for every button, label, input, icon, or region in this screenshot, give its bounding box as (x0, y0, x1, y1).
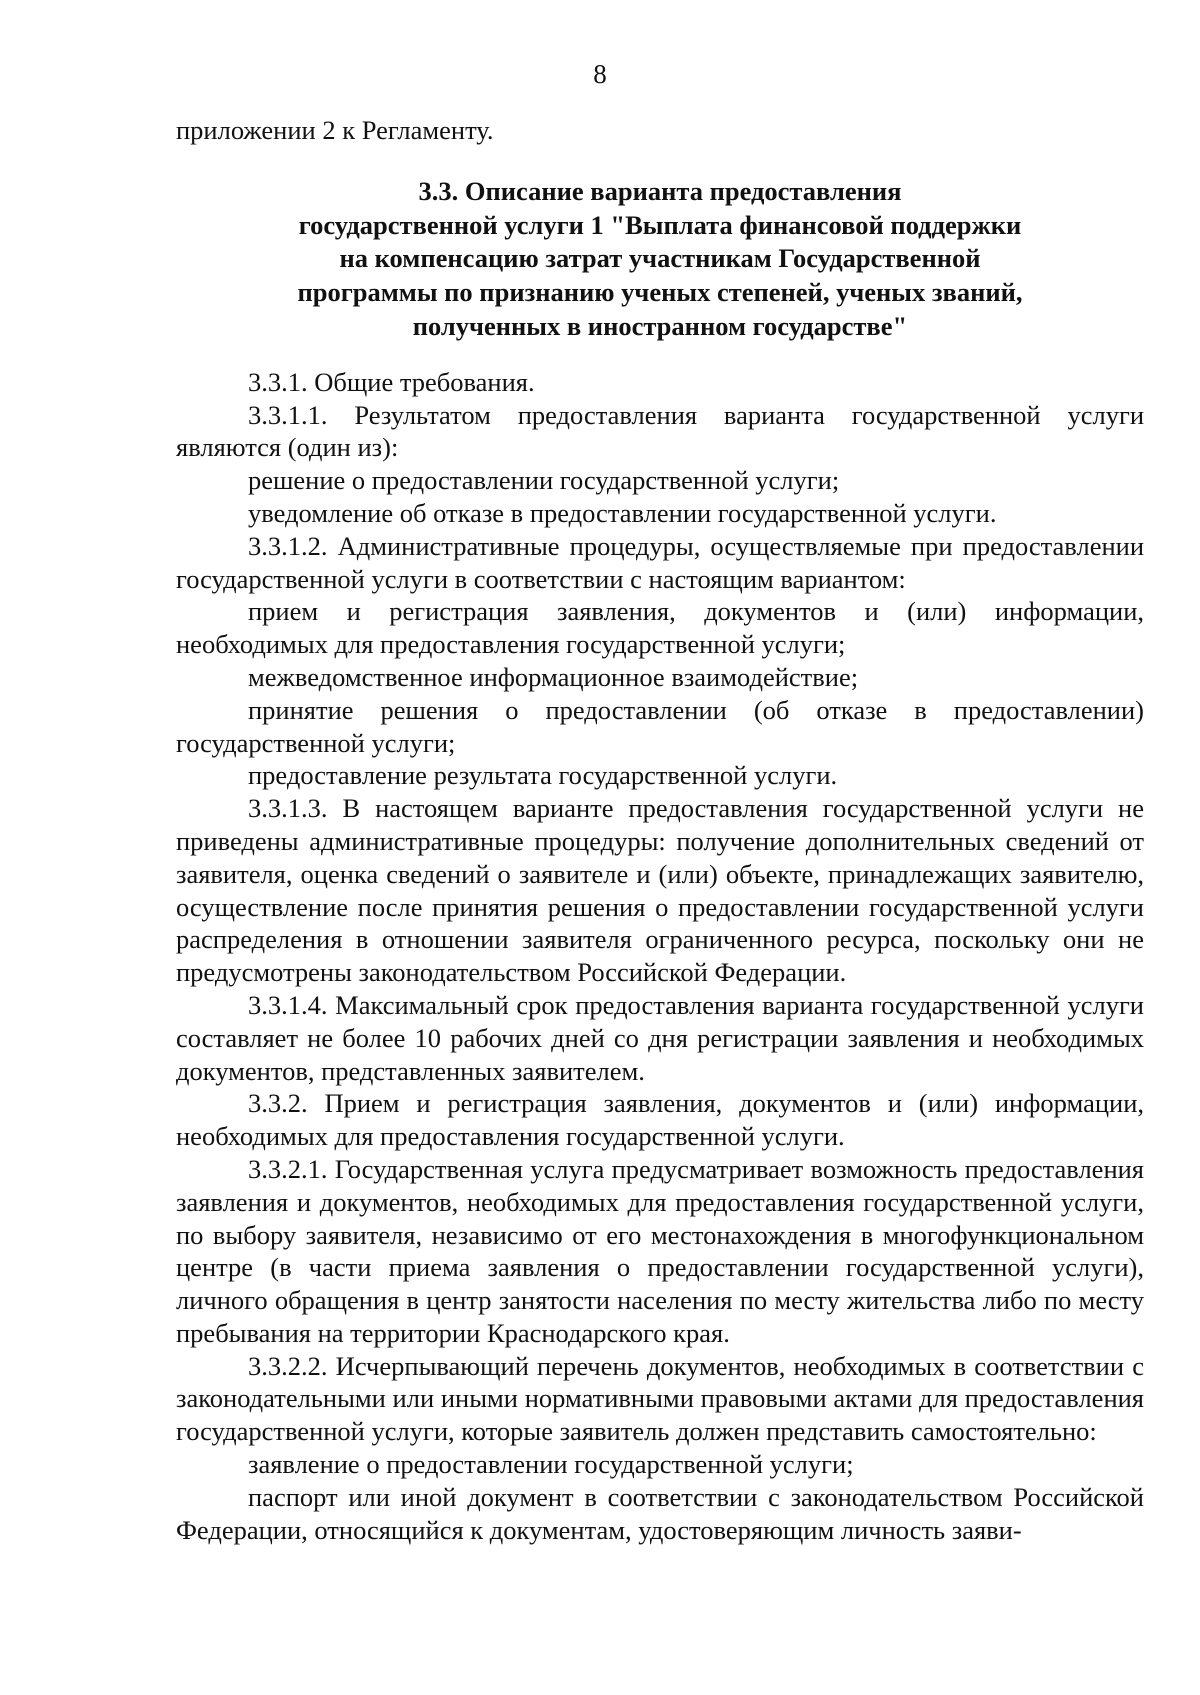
paragraph-3-3-1-1: 3.3.1.1. Результатом предоставления варианта государственной услуги являются (один из): (176, 399, 1144, 463)
page-number: 8 (593, 59, 607, 89)
intro-line: приложении 2 к Регламенту. (176, 115, 494, 145)
paragraph-3-3-1-4: 3.3.1.4. Максимальный срок предоставления варианта государственной услуги составляет не более 10 рабочих дней со дня регистрации заявления и необходимых документов, представленных заявителем. (176, 989, 1144, 1086)
heading-line: на компенсацию затрат участникам Государственной (339, 243, 981, 274)
paragraph-3-3-2-2: 3.3.2.2. Исчерпывающий перечень документов, необходимых в соответствии с законодательными или иными нормативными правовыми актами для предоставления государственной услуги, которые заявитель должен представить самостоятельно: (176, 1350, 1144, 1447)
list-item: паспорт или иной документ в соответствии с законодательством Российской Федерации, относящийся к документам, удостоверяющим личность заяви- (176, 1481, 1144, 1545)
list-item: принятие решения о предоставлении (об отказе в предоставлении) государственной услуги; (176, 694, 1144, 758)
heading-line: полученных в иностранном государстве" (412, 310, 908, 341)
paragraph-3-3-1-2: 3.3.1.2. Административные процедуры, осуществляемые при предоставлении государственной услуги в соответствии с настоящим вариантом: (176, 530, 1144, 594)
paragraph-3-3-2: 3.3.2. Прием и регистрация заявления, документов и (или) информации, необходимых для предоставления государственной услуги. (176, 1088, 1144, 1152)
list-item: решение о предоставлении государственной услуги; (248, 465, 840, 496)
list-item: предоставление результата государственной услуги. (248, 760, 838, 791)
list-item: межведомственное информационное взаимодействие; (248, 661, 859, 692)
paragraph-3-3-1: 3.3.1. Общие требования. (248, 366, 535, 397)
paragraph-3-3-1-3: 3.3.1.3. В настоящем варианте предоставления государственной услуги не приведены административные процедуры: получение дополнительных сведений от заявителя, оценка сведений о заявителе и (или) объекте, принадлежащих заявителю, осуществление после принятия решения о предоставлении государственной услуги распределения в отношении заявителя ограниченного ресурса, поскольку они не предусмотрены законодательством Российской Федерации. (176, 793, 1144, 988)
heading-line: 3.3. Описание варианта предоставления (418, 175, 902, 206)
section-heading (176, 175, 1144, 344)
document-body (176, 114, 1144, 1546)
list-item: прием и регистрация заявления, документов и (или) информации, необходимых для предоставления государственной услуги; (176, 596, 1144, 660)
list-item: заявление о предоставлении государственной услуги; (248, 1449, 854, 1480)
paragraph-3-3-2-1: 3.3.2.1. Государственная услуга предусматривает возможность предоставления заявления и документов, необходимых для предоставления государственной услуги, по выбору заявителя, независимо от его местонахождения в многофункциональном центре (в части приема заявления о предоставлении государственной услуги), личного обращения в центр занятости населения по месту жительства либо по месту пребывания на территории Краснодарского края. (176, 1153, 1144, 1348)
list-item: уведомление об отказе в предоставлении государственной услуги. (248, 497, 997, 528)
heading-line: программы по признанию ученых степеней, ученых званий, (297, 277, 1023, 308)
heading-line: государственной услуги 1 "Выплата финансовой поддержки (298, 209, 1022, 240)
